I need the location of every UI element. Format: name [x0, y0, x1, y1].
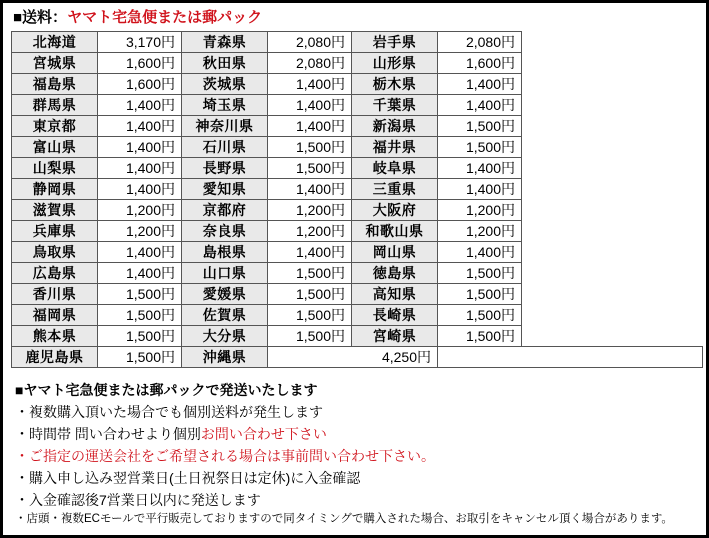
table-row	[12, 95, 703, 116]
price-cell: 1,500円	[268, 305, 352, 326]
price-cell: 1,400円	[438, 158, 522, 179]
table-row	[12, 326, 703, 347]
price-cell: 1,500円	[438, 326, 522, 347]
notes-list	[15, 402, 698, 527]
price-cell: 1,400円	[438, 242, 522, 263]
table-row	[12, 179, 703, 200]
price-cell: 1,400円	[268, 95, 352, 116]
prefecture-cell: 茨城県	[182, 74, 268, 95]
price-cell: 1,600円	[438, 53, 522, 74]
table-row	[12, 347, 703, 368]
table-row	[12, 137, 703, 158]
note-text: ・購入申し込み翌営業日(土日祝祭日は定休)に入金確認	[15, 470, 361, 486]
price-cell: 1,200円	[268, 200, 352, 221]
prefecture-cell: 山口県	[182, 263, 268, 284]
price-cell: 1,400円	[438, 179, 522, 200]
prefecture-cell: 福岡県	[12, 305, 98, 326]
table-row	[12, 74, 703, 95]
prefecture-cell: 北海道	[12, 32, 98, 53]
page-title-highlight: ヤマト宅急便または郵パック	[67, 9, 263, 26]
prefecture-cell: 大阪府	[352, 200, 438, 221]
prefecture-cell: 神奈川県	[182, 116, 268, 137]
price-cell: 1,200円	[98, 200, 182, 221]
price-cell: 1,400円	[438, 74, 522, 95]
prefecture-cell: 京都府	[182, 200, 268, 221]
price-cell: 1,200円	[98, 221, 182, 242]
price-cell: 2,080円	[438, 32, 522, 53]
price-cell: 1,500円	[268, 326, 352, 347]
notes-section	[15, 380, 698, 527]
prefecture-cell: 高知県	[352, 284, 438, 305]
prefecture-cell: 山形県	[352, 53, 438, 74]
prefecture-cell: 富山県	[12, 137, 98, 158]
prefecture-cell: 鹿児島県	[12, 347, 98, 368]
price-cell: 1,600円	[98, 53, 182, 74]
prefecture-cell: 新潟県	[352, 116, 438, 137]
prefecture-cell: 栃木県	[352, 74, 438, 95]
note-item	[15, 402, 698, 422]
prefecture-cell: 東京都	[12, 116, 98, 137]
prefecture-cell: 愛媛県	[182, 284, 268, 305]
prefecture-cell: 香川県	[12, 284, 98, 305]
price-cell: 2,080円	[268, 32, 352, 53]
prefecture-cell: 滋賀県	[12, 200, 98, 221]
price-cell: 1,400円	[98, 179, 182, 200]
prefecture-cell: 青森県	[182, 32, 268, 53]
price-cell: 1,400円	[98, 116, 182, 137]
prefecture-cell: 岡山県	[352, 242, 438, 263]
note-item	[15, 424, 698, 444]
price-cell: 1,500円	[98, 347, 182, 368]
table-row	[12, 305, 703, 326]
table-row	[12, 263, 703, 284]
prefecture-cell: 岩手県	[352, 32, 438, 53]
table-row	[12, 53, 703, 74]
price-cell: 1,500円	[438, 137, 522, 158]
prefecture-cell: 広島県	[12, 263, 98, 284]
price-cell: 1,500円	[438, 305, 522, 326]
prefecture-cell: 長野県	[182, 158, 268, 179]
price-cell: 1,400円	[268, 179, 352, 200]
prefecture-cell: 岐阜県	[352, 158, 438, 179]
table-row	[12, 242, 703, 263]
prefecture-cell: 佐賀県	[182, 305, 268, 326]
prefecture-cell: 千葉県	[352, 95, 438, 116]
note-item	[15, 512, 698, 527]
price-cell: 2,080円	[268, 53, 352, 74]
price-cell: 3,170円	[98, 32, 182, 53]
note-text: ・複数購入頂いた場合でも個別送料が発生します	[15, 404, 323, 420]
empty-cell	[438, 347, 703, 368]
shipping-fee-table-body	[12, 32, 703, 368]
prefecture-cell: 三重県	[352, 179, 438, 200]
prefecture-cell: 徳島県	[352, 263, 438, 284]
price-cell: 1,400円	[268, 74, 352, 95]
prefecture-cell: 群馬県	[12, 95, 98, 116]
notes-title: ■ヤマト宅急便または郵パックで発送いたします	[15, 382, 318, 398]
price-cell: 1,500円	[268, 263, 352, 284]
prefecture-cell: 福井県	[352, 137, 438, 158]
table-row	[12, 221, 703, 242]
prefecture-cell: 兵庫県	[12, 221, 98, 242]
prefecture-cell: 宮城県	[12, 53, 98, 74]
price-cell: 1,500円	[268, 137, 352, 158]
price-cell: 1,400円	[98, 242, 182, 263]
page-title-prefix: ■送料：	[13, 9, 68, 26]
price-cell: 1,500円	[98, 305, 182, 326]
prefecture-cell: 大分県	[182, 326, 268, 347]
table-row	[12, 200, 703, 221]
note-text: ・入金確認後7営業日以内に発送します	[15, 492, 261, 508]
price-cell: 1,200円	[268, 221, 352, 242]
price-cell: 1,400円	[438, 95, 522, 116]
page-title	[13, 9, 698, 27]
prefecture-cell: 奈良県	[182, 221, 268, 242]
prefecture-cell: 鳥取県	[12, 242, 98, 263]
price-cell: 1,500円	[438, 116, 522, 137]
price-cell: 1,400円	[268, 116, 352, 137]
price-cell: 1,200円	[438, 200, 522, 221]
prefecture-cell: 山梨県	[12, 158, 98, 179]
prefecture-cell: 愛知県	[182, 179, 268, 200]
note-text: お問い合わせ下さい	[200, 426, 327, 442]
table-row	[12, 32, 703, 53]
prefecture-cell: 石川県	[182, 137, 268, 158]
shipping-fee-table	[11, 31, 703, 368]
note-item	[15, 490, 698, 510]
prefecture-cell: 和歌山県	[352, 221, 438, 242]
price-cell: 1,200円	[438, 221, 522, 242]
price-cell: 1,500円	[438, 263, 522, 284]
prefecture-cell: 福島県	[12, 74, 98, 95]
prefecture-cell: 静岡県	[12, 179, 98, 200]
table-row	[12, 284, 703, 305]
price-cell: 1,400円	[98, 95, 182, 116]
note-item	[15, 446, 698, 466]
price-cell: 1,400円	[98, 263, 182, 284]
note-text: ・ご指定の運送会社をご希望される場合は事前問い合わせ下さい。	[15, 448, 435, 464]
note-text: ・店頭・複数ECモールで平行販売しておりますので同タイミングで購入された場合、お取引をキャンセル頂く場合があります。	[15, 513, 673, 525]
prefecture-cell: 長崎県	[352, 305, 438, 326]
price-cell: 1,400円	[268, 242, 352, 263]
prefecture-cell: 秋田県	[182, 53, 268, 74]
prefecture-cell: 熊本県	[12, 326, 98, 347]
price-cell: 1,400円	[98, 137, 182, 158]
price-cell: 1,400円	[98, 158, 182, 179]
note-item	[15, 468, 698, 488]
table-row	[12, 158, 703, 179]
price-cell: 1,500円	[438, 284, 522, 305]
note-text: ・時間帯 問い合わせより個別	[15, 426, 201, 442]
price-cell: 1,500円	[268, 284, 352, 305]
price-cell: 1,500円	[98, 284, 182, 305]
price-cell: 4,250円	[268, 347, 438, 368]
price-cell: 1,500円	[98, 326, 182, 347]
prefecture-cell: 島根県	[182, 242, 268, 263]
table-row	[12, 116, 703, 137]
price-cell: 1,600円	[98, 74, 182, 95]
prefecture-cell: 宮崎県	[352, 326, 438, 347]
price-cell: 1,500円	[268, 158, 352, 179]
prefecture-cell: 沖縄県	[182, 347, 268, 368]
prefecture-cell: 埼玉県	[182, 95, 268, 116]
